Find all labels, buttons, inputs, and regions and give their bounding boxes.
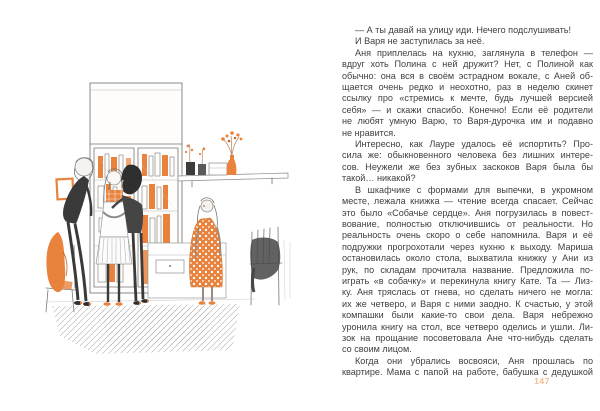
text-line: И Варя не заступилась за неё. bbox=[355, 36, 485, 47]
text-line: подружки прогрохотали через кухню к выходу. Мариша bbox=[342, 241, 593, 252]
story-text bbox=[342, 25, 593, 379]
text-line: месте, лежала книжка — чтение всегда спасает. Сейчас bbox=[342, 196, 593, 207]
text-line: ку. Аня тряслась от гнева, но сделать ничего не могла: bbox=[342, 287, 593, 298]
text-line: не нравится. bbox=[342, 127, 396, 138]
text-line: вование, полностью отключившись от реальности. Но bbox=[342, 218, 593, 229]
text-line: Когда они убрались восвояси, Аня прошлась по bbox=[355, 355, 593, 366]
text-line: Аня приплелась на кухню, заглянула в телефон — bbox=[355, 47, 593, 58]
text-line: вдруг хоть Полина с ней дружит? Нет, с Полиной как bbox=[342, 59, 593, 70]
text-line: обычно: она вся в своём эстрадном вокале, с Аней об- bbox=[342, 70, 593, 81]
text-line: не любят умную Варю, то Варя-дурочка им и подавно bbox=[342, 116, 593, 127]
text-line: ссылку про «стремись к мечте, будь лучшей версией bbox=[342, 93, 593, 104]
text-line: реальность очень скоро о себе напомнила. Варя и её bbox=[342, 230, 593, 241]
text-line: квартире. Мама с папой на работе, бабушка с дедушкой bbox=[342, 367, 593, 378]
kitchen-illustration bbox=[30, 55, 300, 385]
chair-with-clothes bbox=[250, 227, 290, 305]
text-line: себя» — и скажи спасибо. Конечно! Если её родители bbox=[342, 104, 593, 115]
text-line: Интересно, как Лауре удалось её испортить? Про- bbox=[355, 139, 593, 150]
text-line: В шкафчике с формами для выпечки, в укромном bbox=[355, 184, 593, 195]
text-line: сов. Неужели же без зубных заскоков Варя была бы bbox=[342, 161, 593, 172]
text-line: это было «Собачье сердце». Аня погрузилась в повест- bbox=[342, 207, 593, 218]
text-line: щается очень редко и неохотно, раз в неделю скинет bbox=[342, 82, 593, 93]
text-line: играть «в собачку» и перекинула книгу Кате. Та — Лиз- bbox=[342, 275, 593, 286]
text-line: сила же: обыкновенного человека без лишних интере- bbox=[342, 150, 593, 161]
text-line: рук, по складам прочитала название. Предложила по- bbox=[342, 264, 593, 275]
text-line: такой… никакой? bbox=[342, 173, 416, 184]
text-line: уронила книгу на стол, все четверо оделись и ушли. Ли- bbox=[342, 321, 593, 332]
text-line: их же четверо, и Варя с ними заодно. К счастью, у этой bbox=[342, 298, 593, 309]
right-page bbox=[320, 0, 600, 411]
parquet-floor bbox=[45, 299, 255, 354]
text-line: компашки были какие-то свои дела. Варя небрежно bbox=[342, 310, 593, 321]
text-line: со своим лицом. bbox=[342, 344, 412, 355]
text-line: остановилась около стола, выхватила книжку у Ани из bbox=[342, 253, 593, 264]
text-line: — А ты давай на улицу иди. Нечего подслушивать! bbox=[355, 25, 572, 35]
page-number: 147 bbox=[534, 376, 550, 386]
text-line: зок на прощание посоветовала Ане что-нибудь сделать bbox=[342, 332, 593, 343]
wall-shelf bbox=[178, 131, 288, 187]
